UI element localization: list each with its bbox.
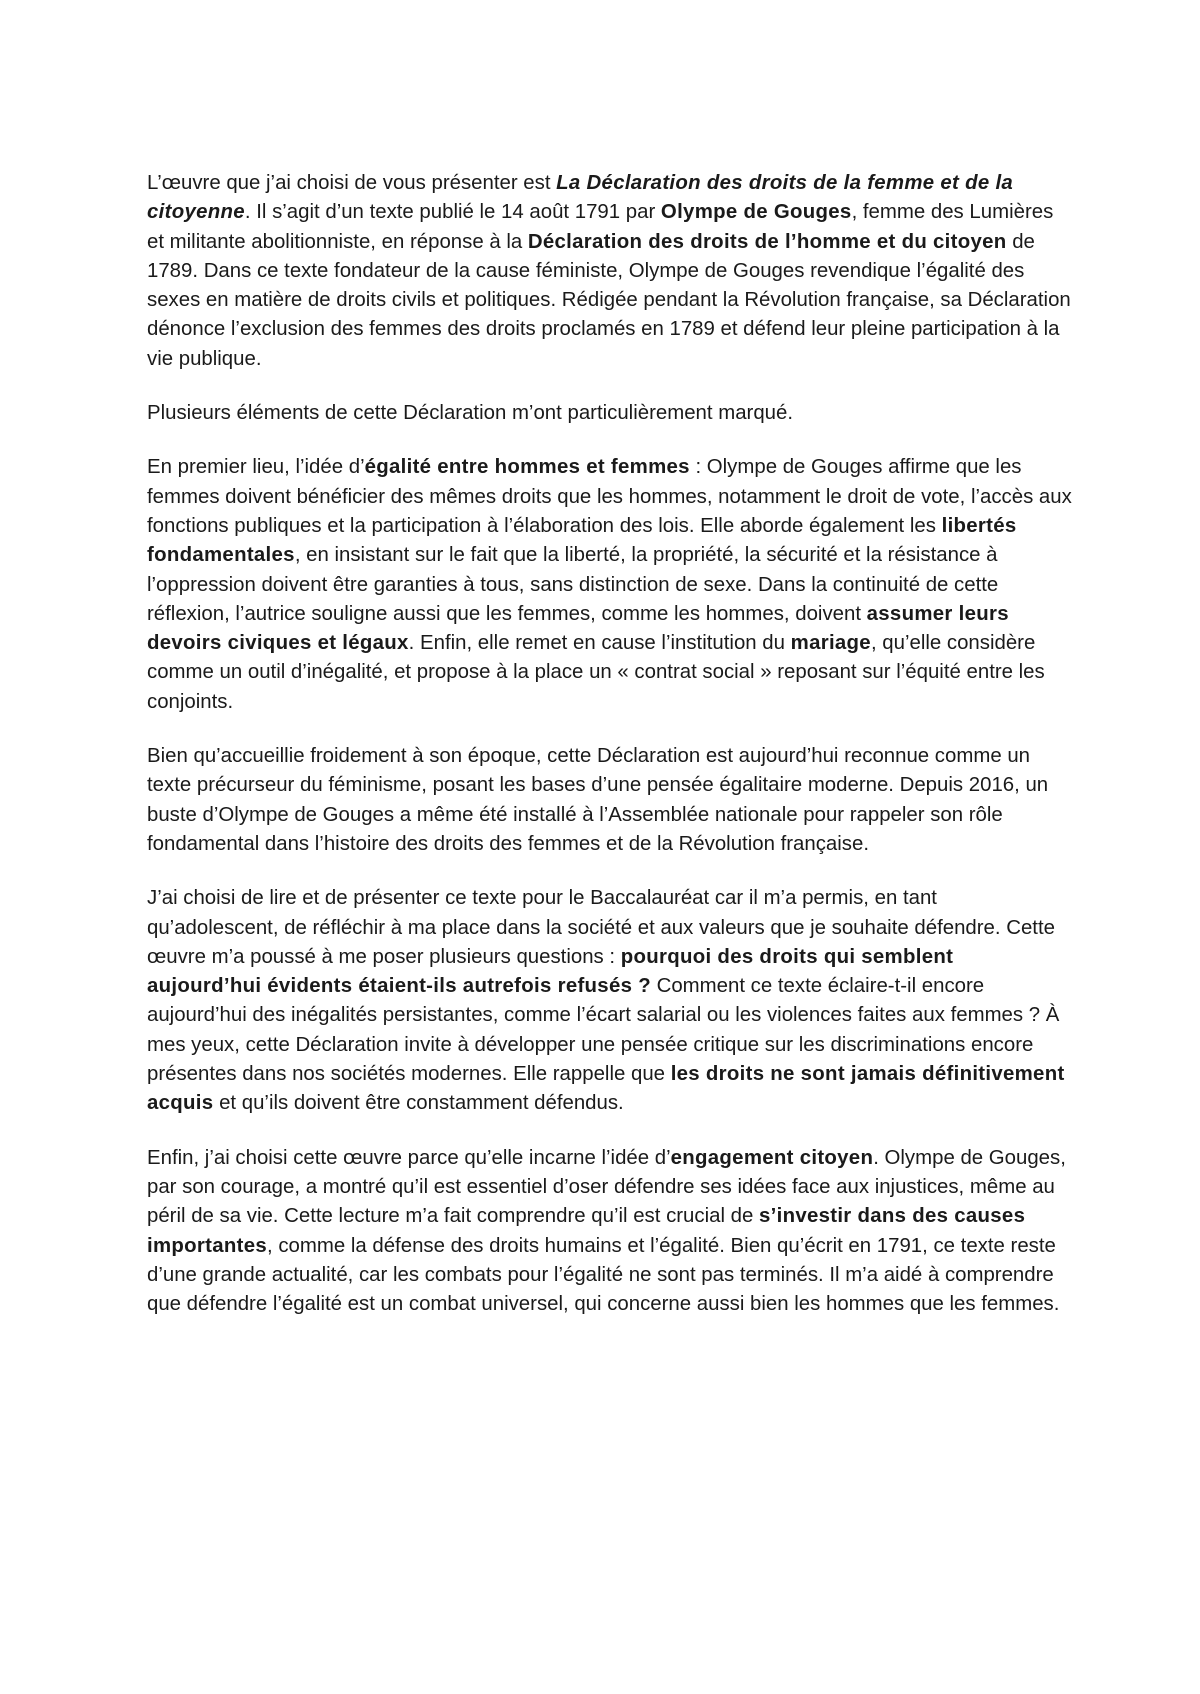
paragraph-transition (147, 399, 1072, 428)
work-title: La Déclaration des droits de la femme et de la citoyenne (147, 172, 1014, 224)
body-text: . Olympe de Gouges, par son courage, a montré qu’il est essentiel d’oser défendre ses idées face aux injustices, même au péril de sa vie. Cette lecture m’a fait comprendre qu’il est crucial de (147, 1146, 1066, 1228)
body-text: Plusieurs éléments de cette Déclaration m’ont particulièrement marqué. (147, 402, 794, 425)
body-text: , femme des Lumières et militante abolitionniste, en réponse à la (147, 201, 1054, 253)
paragraph-intro (147, 169, 1072, 374)
bold-text: libertés fondamentales (147, 514, 1017, 567)
body-text: . Il s’agit d’un texte publié le 14 août 1791 par (244, 201, 661, 224)
bold-text: engagement citoyen (670, 1146, 874, 1169)
body-text: J’ai choisi de lire et de présenter ce texte pour le Baccalauréat car il m’a permis, en tant qu’adolescent, de réfléchir à ma place dans la société et aux valeurs que je souhaite défendre. Cette œuvre m’a poussé à me poser plusieurs questions : (147, 887, 1055, 968)
bold-text: mariage (790, 632, 871, 655)
body-text: , comme la défense des droits humains et l’égalité. Bien qu’écrit en 1791, ce texte reste d’une grande actualité, car les combats pour l’égalité ne sont pas terminés. Il m’a aidé à comprendre que défendre l’égalité est un combat universel, qui concerne aussi bien les hommes que les femmes. (147, 1234, 1060, 1316)
document-body (147, 169, 1072, 1344)
bold-text: s’investir dans des causes importantes (147, 1205, 1026, 1257)
body-text: Enfin, j’ai choisi cette œuvre parce qu’elle incarne l’idée d’ (147, 1146, 671, 1169)
body-text: : Olympe de Gouges affirme que les femmes doivent bénéficier des mêmes droits que les hommes, notamment le droit de vote, l’accès aux fonctions publiques et la participation à l’élaboration des lois. Elle aborde également les (147, 456, 1072, 537)
paragraph-elements (147, 453, 1072, 717)
bold-text: les droits ne sont jamais définitivement acquis (147, 1063, 1065, 1115)
bold-text: Déclaration des droits de l’homme et du citoyen (527, 230, 1007, 253)
bold-text: pourquoi des droits qui semblent aujourd’hui évidents étaient-ils autrefois refusés ? (147, 945, 954, 998)
body-text: . Enfin, elle remet en cause l’institution du (408, 632, 791, 655)
body-text: Bien qu’accueillie froidement à son époque, cette Déclaration est aujourd’hui reconnue comme un texte précurseur du féminisme, posant les bases d’une pensée égalitaire moderne. Depuis 2016, un buste d’Olympe de Gouges a même été installé à l’Assemblée nationale pour rappeler son rôle fondamental dans l’histoire des droits des femmes et de la Révolution française. (147, 745, 1049, 855)
body-text: , en insistant sur le fait que la liberté, la propriété, la sécurité et la résistance à l’oppression doivent être garanties à tous, sans distinction de sexe. Dans la continuité de cette réflexion, l’autrice souligne aussi que les femmes, comme les hommes, doivent (147, 544, 999, 625)
bold-text: égalité entre hommes et femmes (364, 456, 690, 479)
body-text: Comment ce texte éclaire-t-il encore aujourd’hui des inégalités persistantes, comme l’écart salarial ou les violences faites aux femmes ? À mes yeux, cette Déclaration invite à développer une pensée critique sur les discriminations encore présentes dans nos sociétés modernes. Elle rappelle que (147, 975, 1060, 1086)
body-text: , qu’elle considère comme un outil d’inégalité, et propose à la place un « contrat social » reposant sur l’équité entre les conjoints. (147, 632, 1045, 713)
bold-text: Olympe de Gouges (660, 201, 852, 224)
body-text: de 1789. Dans ce texte fondateur de la cause féministe, Olympe de Gouges revendique l’égalité des sexes en matière de droits civils et politiques. Rédigée pendant la Révolution française, sa Déclaration dénonce l’exclusion des femmes des droits proclamés en 1789 et défend leur pleine participation à la vie publique. (147, 230, 1071, 370)
body-text: En premier lieu, l’idée d’ (147, 456, 365, 479)
paragraph-choice (147, 884, 1072, 1118)
paragraph-reception (147, 742, 1072, 859)
bold-text: assumer leurs devoirs civiques et légaux (147, 602, 1009, 655)
body-text: L’œuvre que j’ai choisi de vous présenter est (147, 172, 557, 194)
body-text: et qu’ils doivent être constamment défendus. (213, 1092, 624, 1115)
paragraph-engagement (147, 1144, 1072, 1320)
